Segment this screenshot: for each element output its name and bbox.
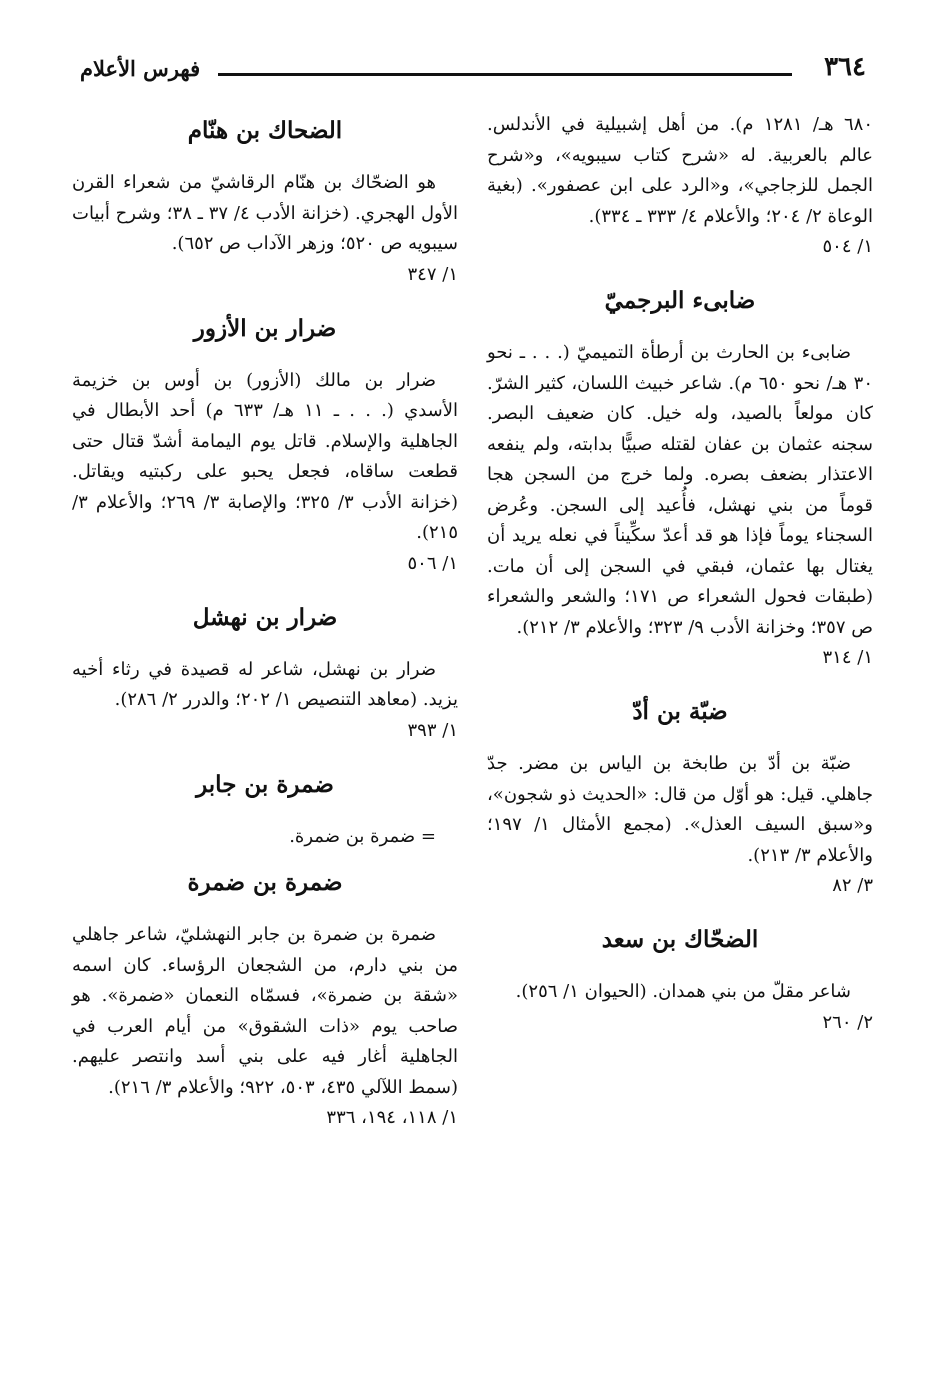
entry-dirar-ibn-nahshal bbox=[72, 601, 458, 746]
left-column bbox=[72, 110, 458, 1155]
entry-text: ضابىء بن الحارث بن أرطأة التميميّ (. . . ـ نحو ٣٠ هـ/ نحو ٦٥٠ م). شاعر خبيث اللسان، كثير الشرّ. كان مولعاً بالصيد، وله خيل. كان ضعيف البصر. سجنه عثمان بن عفان لقتله صبيًّا بدابته، ولم ينفعه الاعتذار بضعف بصره. ولما خرج من السجن هجا قوماً من بني نهشل، فأُعيد إلى السجن. وعُرض السجناء يوماً فإذا هو قد أعدّ سكِّيناً في نعله يريد أن يغتال بها عثمان، فبقي في السجن إلى أن مات. (طبقات فحول الشعراء ص ١٧١؛ والشعر والشعراء ص ٣٥٧؛ وخزانة الأدب ٩/ ٣٢٣؛ والأعلام ٣/ ٢١٢). bbox=[487, 342, 873, 638]
entry-reference: ١/ ٣٩٣ bbox=[407, 719, 458, 741]
entry-dabba-ibn-udd bbox=[487, 695, 873, 901]
entry-reference: ١/ ١١٨، ١٩٤، ٣٣٦ bbox=[326, 1107, 458, 1128]
entry-title: ضمرة بن ضمرة bbox=[187, 869, 343, 896]
entry-dabi-albarjami bbox=[487, 284, 873, 673]
entry-text: ضبّة بن أدّ بن طابخة بن الياس بن مضر. جدّ جاهلي. قيل: هو أوّل من قال: «الحديث ذو شجون»، و«سبق السيف العذل». (مجمع الأمثال ١/ ١٩٧؛ والأعلام ٣/ ٢١٣). bbox=[487, 753, 873, 866]
entry-title: الضحّاك بن سعد bbox=[601, 926, 759, 953]
entry-reference: ١/ ٥٠٦ bbox=[407, 552, 458, 574]
entry-text: ضرار بن نهشل، شاعر له قصيدة في رثاء أخيه يزيد. (معاهد التنصيص ١/ ٢٠٢؛ والدرر ٢/ ٢٨٦). bbox=[72, 658, 458, 710]
entry-text: ضرار بن مالك (الأزور) بن أوس بن خزيمة الأسدي (. . . ـ ١١ هـ/ ٦٣٣ م) أحد الأبطال في الجاهلية والإسلام. قاتل يوم اليمامة أشدّ قتال حتى قطعت ساقاه، فجعل يحبو على ركبتيه ويقاتل. (خزانة الأدب ٣/ ٣٢٥؛ والإصابة ٣/ ٢٦٩؛ والأعلام ٣/ ٢١٥). bbox=[72, 369, 458, 543]
entry-text: ضمرة بن ضمرة بن جابر النهشليّ، شاعر جاهلي من بني دارم، من الشجعان الرؤساء. كان اسمه «شقة بن ضمرة»، فسمّاه النعمان «ضمرة». هو صاحب يوم «ذات الشقوق» من أيام العرب في الجاهلية أغار فيه على بني أسد وانتصر عليهم. (سمط اللآلي ٤٣٥، ٥٠٣، ٩٢٢؛ والأعلام ٣/ ٢١٦). bbox=[72, 924, 458, 1098]
entry-text: = ضمرة بن ضمرة. bbox=[289, 825, 436, 847]
entry-damra-ibn-damra bbox=[72, 866, 458, 1133]
running-title: فهرس الأعلام bbox=[80, 56, 201, 81]
page-number: ٣٦٤ bbox=[824, 52, 866, 82]
entry-reference: ١/ ٣١٤ bbox=[822, 647, 873, 668]
page-header bbox=[80, 50, 866, 94]
entry-title: ضمرة بن جابر bbox=[196, 770, 334, 798]
entry-continuation bbox=[487, 110, 873, 262]
entry-title: ضبّة بن أدّ bbox=[632, 698, 728, 725]
entry-reference: ٢/ ٢٦٠ bbox=[822, 1011, 873, 1033]
entry-dahhak-ibn-saad bbox=[487, 923, 873, 1038]
header-rule bbox=[218, 73, 792, 76]
entry-text: شاعر مقلّ من بني همدان. (الحيوان ١/ ٢٥٦). bbox=[515, 981, 851, 1002]
right-column bbox=[487, 110, 873, 1060]
entry-title: ضابىء البرجميّ bbox=[604, 287, 756, 314]
entry-text: هو الضحّاك بن هنّام الرقاشيّ من شعراء القرن الأول الهجري. (خزانة الأدب ٤/ ٣٧ ـ ٣٨؛ وشرح أبيات سيبويه ص ٥٢٠؛ وزهر الآداب ص ٦٥٢). bbox=[72, 172, 458, 254]
entry-dahhak-ibn-hannam bbox=[72, 114, 458, 290]
entry-reference: ١/ ٥٠٤ bbox=[822, 236, 873, 257]
entry-title: ضرار بن الأزور bbox=[193, 314, 337, 342]
entry-dirar-ibn-alazwar bbox=[72, 312, 458, 579]
entry-title: ضرار بن نهشل bbox=[192, 603, 338, 631]
entry-reference: ١/ ٣٤٧ bbox=[407, 263, 458, 285]
entry-damra-ibn-jabir bbox=[72, 768, 458, 853]
entry-reference: ٣/ ٨٢ bbox=[832, 875, 873, 896]
entry-title: الضحاك بن هنّام bbox=[187, 117, 343, 144]
entry-text: ٦٨٠ هـ/ ١٢٨١ م). من أهل إشبيلية في الأندلس. عالم بالعربية. له «شرح كتاب سيبويه»، و«شرح الجمل للزجاجي»، و«الرد على ابن عصفور». (بغية الوعاة ٢/ ٢٠٤؛ والأعلام ٤/ ٣٣٣ ـ ٣٣٤). bbox=[487, 114, 873, 227]
